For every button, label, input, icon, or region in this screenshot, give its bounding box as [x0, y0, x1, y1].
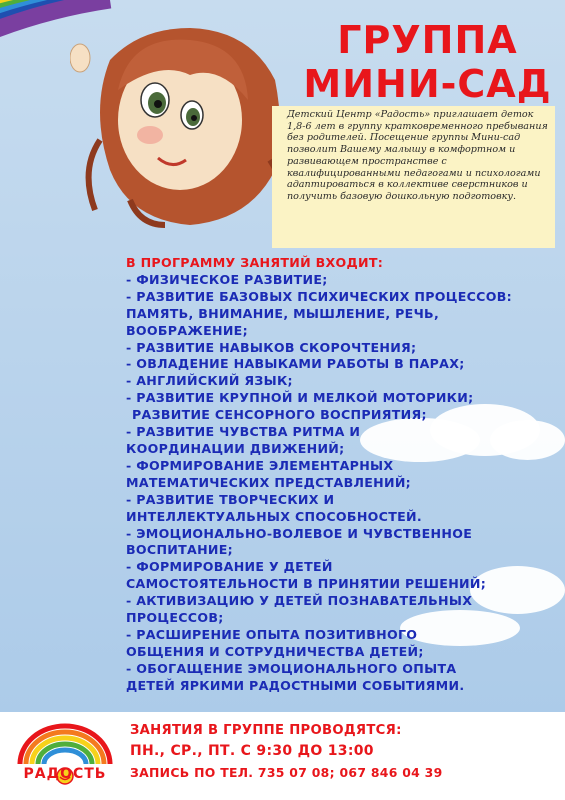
program-line: ВООБРАЖЕНИЕ; — [126, 322, 248, 338]
program-line: ОБЩЕНИЯ И СОТРУДНИЧЕСТВА ДЕТЕЙ; — [126, 643, 424, 659]
program-line: - РАСШИРЕНИЕ ОПЫТА ПОЗИТИВНОГО — [126, 626, 418, 642]
intro-text: Детский Центр «Радость» приглашает деток 1,8-6 лет в группу кратковременного пребывания без родителей. Посещение группы Мини-сад позволит Вашему малышу в комфортном и развивающем пространстве с квалифицированными педагогами и психологами адаптироваться в коллективе сверстников и получить базовую дошкольную подготовку. — [287, 109, 548, 202]
title-line: МИНИ-САД — [303, 62, 552, 106]
girl-illustration — [70, 20, 300, 230]
logo — [6, 718, 124, 790]
title-line: ГРУППА — [337, 18, 518, 62]
program-line: - РАЗВИТИЕ КРУПНОЙ И МЕЛКОЙ МОТОРИКИ; — [126, 390, 474, 406]
program-line: МАТЕМАТИЧЕСКИХ ПРЕДСТАВЛЕНИЙ; — [126, 474, 412, 490]
logo-text: РАДОСТЬ — [23, 766, 107, 782]
program-line: ПАМЯТЬ, ВНИМАНИЕ, МЫШЛЕНИЕ, РЕЧЬ, — [126, 305, 440, 321]
program-line: ВОСПИТАНИЕ; — [126, 542, 233, 558]
program-line: КООРДИНАЦИИ ДВИЖЕНИЙ; — [126, 440, 345, 456]
program-line: - РАЗВИТИЕ БАЗОВЫХ ПСИХИЧЕСКИХ ПРОЦЕССОВ: — [126, 288, 512, 304]
program-line: - РАЗВИТИЕ ТВОРЧЕСКИХ И — [126, 491, 335, 507]
program-line: - ОВЛАДЕНИЕ НАВЫКАМИ РАБОТЫ В ПАРАХ; — [126, 356, 465, 372]
program-line: - РАЗВИТИЕ ЧУВСТВА РИТМА И — [126, 424, 361, 440]
program-line: - АНГЛИЙСКИЙ ЯЗЫК; — [126, 373, 293, 389]
program-line: - ФОРМИРОВАНИЕ ЭЛЕМЕНТАРНЫХ — [126, 457, 394, 473]
program-line: - ЭМОЦИОНАЛЬНО-ВОЛЕВОЕ И ЧУВСТВЕННОЕ — [126, 525, 473, 541]
schedule-days: ПН., СР., ПТ. С 9:30 ДО 13:00 — [130, 743, 374, 759]
program-line: ДЕТЕЙ ЯРКИМИ РАДОСТНЫМИ СОБЫТИЯМИ. — [126, 677, 465, 693]
program-line: - ОБОГАЩЕНИЕ ЭМОЦИОНАЛЬНОГО ОПЫТА — [126, 660, 457, 676]
footer — [130, 720, 560, 783]
program-line: САМОСТОЯТЕЛЬНОСТИ В ПРИНЯТИИ РЕШЕНИЙ; — [126, 576, 487, 592]
page-title — [300, 18, 555, 106]
program-line: - АКТИВИЗАЦИЮ У ДЕТЕЙ ПОЗНАВАТЕЛЬНЫХ — [126, 593, 473, 609]
program-line: - РАЗВИТИЕ НАВЫКОВ СКОРОЧТЕНИЯ; — [126, 339, 417, 355]
phone-info: ЗАПИСЬ ПО ТЕЛ. 735 07 08; 067 846 04 39 — [130, 765, 443, 780]
program-line: ПРОЦЕССОВ; — [126, 610, 224, 626]
program-line: - ФОРМИРОВАНИЕ У ДЕТЕЙ — [126, 559, 333, 575]
program-heading: В ПРОГРАММУ ЗАНЯТИЙ ВХОДИТ: — [126, 255, 384, 270]
schedule-heading: ЗАНЯТИЯ В ГРУППЕ ПРОВОДЯТСЯ: — [130, 723, 402, 738]
program-line: РАЗВИТИЕ СЕНСОРНОГО ВОСПРИЯТИЯ; — [132, 407, 427, 423]
program-list — [126, 255, 556, 695]
program-line: ИНТЕЛЛЕКТУАЛЬНЫХ СПОСОБНОСТЕЙ. — [126, 508, 422, 524]
program-line: - ФИЗИЧЕСКОЕ РАЗВИТИЕ; — [126, 271, 328, 287]
